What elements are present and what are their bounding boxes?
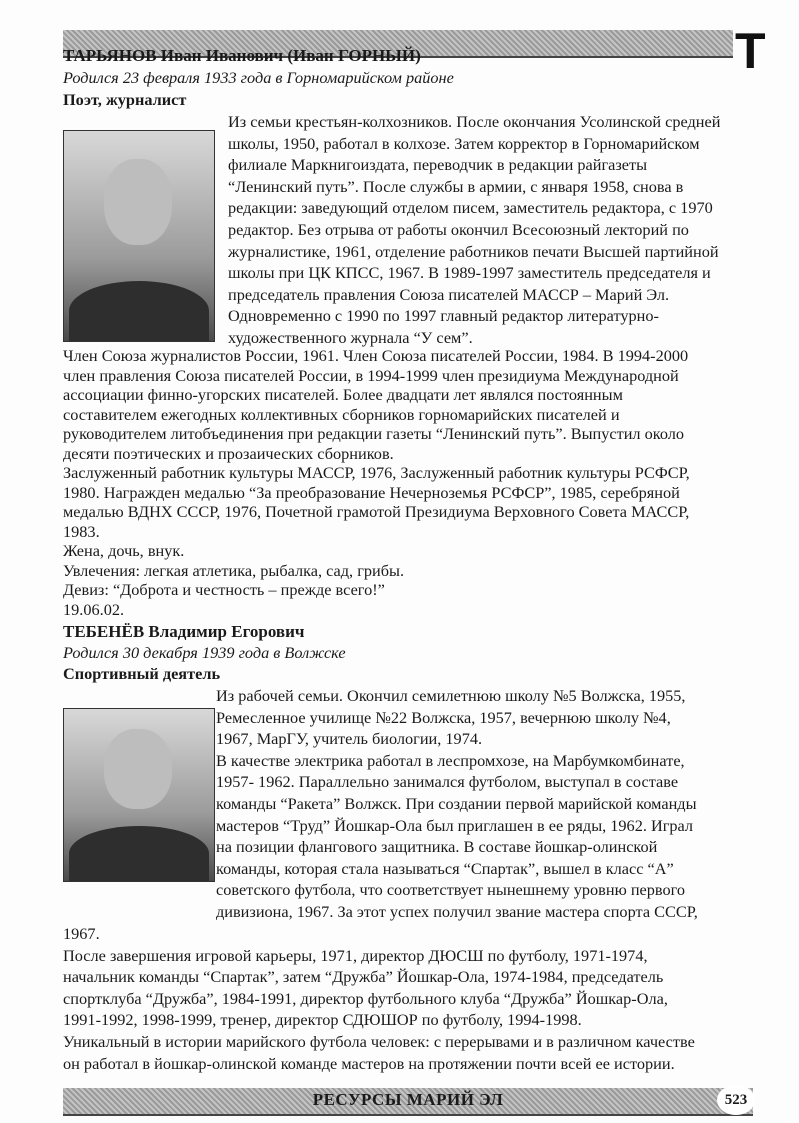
text-line: 19.06.02. [63,599,125,619]
footer-title: РЕСУРСЫ МАРИЙ ЭЛ [312,1090,504,1109]
footer-band [63,1088,753,1116]
text-line: художественного журнала “У сем”. [228,328,473,347]
section-letter: Т [735,23,766,79]
text-line: он работал в йошкар-олинской команде мастеров на протяжении почти всей ее истории. [63,1053,675,1073]
text-line: команды “Ракета” Волжск. При создании первой марийской команды [216,794,697,813]
text-line: Уникальный в истории марийского футбола человек: с перерывами и в различном качестве [63,1032,695,1051]
text-line: руководителем литобъединения при редакции газеты “Ленинский путь”. Выпустил около [63,424,685,443]
portrait-photo [63,130,215,342]
text-line: председатель правления Союза писателей МАССР – Марий Эл. [228,284,670,304]
text-line: Увлечения: легкая атлетика, рыбалка, сад, грибы. [63,560,405,580]
text-line: 1980. Награжден медалью “За преобразование Нечерноземья РСФСР”, 1985, серебряной [63,482,680,502]
text-line: начальник команды “Спартак”, затем “Дружба” Йошкар-Ола, 1974-1984, председатель [63,967,664,987]
text-line: Одновременно с 1990 по 1997 главный редактор литературно- [228,306,659,326]
text-line: мастеров “Труд” Йошкар-Ола был приглашен в ее ряды, 1962. Играл [216,815,694,835]
text-line: советского футбола, что соответствует нынешнему уровню первого [216,880,686,900]
entry-name: ТЕБЕНЁВ Владимир Егорович [63,622,305,641]
page-number: 523 [717,1085,755,1115]
text-line: Заслуженный работник культуры МАССР, 1976, Заслуженный работник культуры РСФСР, [63,463,690,482]
text-line: член правления Союза писателей России, в 1994-1999 член президиума Международной [63,365,679,385]
text-line: редактор. Без отрыва от работы окончил Всесоюзный лекторий по [228,220,689,239]
text-line: филиале Маркнигоиздата, переводчик в редакции райгазеты [228,155,648,175]
text-line: школы при ЦК КПСС, 1967. В 1989-1997 заместитель председателя и [228,263,711,283]
entry-name: ТАРЬЯНОВ Иван Иванович (Иван ГОРНЫЙ) [63,46,421,65]
text-line: Девиз: “Доброта и честность – прежде всего!” [63,580,385,599]
text-line: спортклуба “Дружба”, 1984-1991, директор футбольного клуба “Дружба” Йошкар-Ола, [63,988,668,1008]
text-line: 1967, МарГУ, учитель биологии, 1974. [216,729,483,749]
text-line: на позиции флангового защитника. В составе йошкар-олинской [216,837,658,857]
text-line: редакции: заведующий отделом писем, заместитель редактора, с 1970 [228,198,713,218]
text-line: десяти поэтических и прозаических сборников. [63,443,394,463]
text-line: школы, 1950, работал в колхозе. Затем корректор в Горномарийском [228,133,700,153]
text-line: 1991-1992, 1998-1999, тренер, директор СДЮШОР по футболу, 1994-1998. [63,1010,582,1030]
text-line: журналистике, 1961, отделение работников печати Высшей партийной [228,241,719,261]
text-line: команды, которая стала называться “Спартак”, вышел в класс “А” [216,858,674,878]
text-line: Ремесленное училище №22 Волжска, 1957, вечернюю школу №4, [216,707,671,727]
entry-profession: Спортивный деятель [63,664,221,683]
text-line: дивизиона, 1967. За этот успех получил звание мастера спорта СССР, [216,902,698,921]
portrait-photo [63,708,215,882]
entry-birth: Родился 23 февраля 1933 года в Горномарийском районе [63,68,454,87]
text-line: Жена, дочь, внук. [63,541,185,560]
text-line: ассоциации финно-угорских писателей. Более двадцати лет являлся постоянным [63,385,623,404]
text-line: 1967. [63,924,100,943]
text-line: Член Союза журналистов России, 1961. Член Союза писателей России, 1984. В 1994-2000 [63,346,689,365]
text-line: Из рабочей семьи. Окончил семилетнюю школу №5 Волжска, 1955, [216,686,686,705]
text-line: 1957- 1962. Параллельно занимался футболом, выступал в составе [216,772,679,792]
text-line: В качестве электрика работал в леспромхозе, на Марбумкомбинате, [216,750,685,770]
entry-profession: Поэт, журналист [63,90,187,109]
text-line: медалью ВДНХ СССР, 1976, Почетной грамотой Президиума Верховного Совета МАССР, [63,502,690,521]
text-line: Из семьи крестьян-колхозников. После окончания Усолинской средней [228,112,721,131]
text-line: 1983. [63,521,100,541]
entry-birth: Родился 30 декабря 1939 года в Волжске [63,643,346,662]
text-line: составителем ежегодных коллективных сборников горномарийских писателей и [63,404,620,424]
text-line: После завершения игровой карьеры, 1971, директор ДЮСШ по футболу, 1971-1974, [63,945,648,965]
text-line: “Ленинский путь”. После службы в армии, с января 1958, снова в [228,176,684,196]
